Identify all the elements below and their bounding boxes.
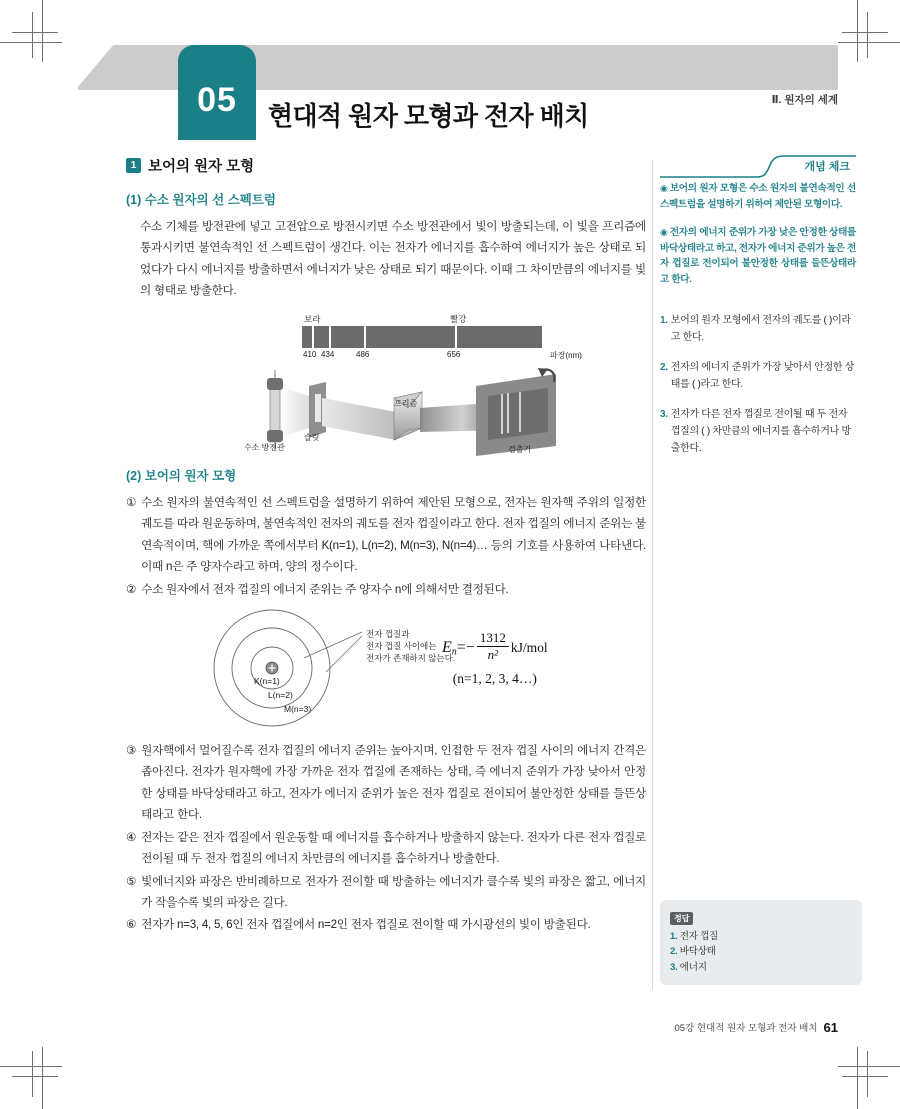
- crop-mark-bottom-left-h: [0, 1066, 62, 1067]
- question-number: 3.: [660, 409, 668, 421]
- question-number: 1.: [660, 315, 668, 327]
- spectrum-bar-group: [302, 313, 582, 360]
- crop-mark-bottom-left-v: [42, 1047, 43, 1109]
- formula-fraction: [477, 630, 509, 664]
- spectrum-tick-3: 656: [447, 349, 461, 359]
- answer-text: 에너지: [679, 961, 707, 973]
- unit-number-tab: [178, 45, 256, 140]
- list-text: 전자가 n=3, 4, 5, 6인 전자 껍질에서 n=2인 전자 껍질로 전이할 때 가시광선의 빛이 방출된다.: [141, 918, 591, 932]
- unit-number: 05: [197, 81, 237, 119]
- bohr-orbit-diagram: [176, 606, 476, 734]
- spectrum-line-656: [455, 326, 457, 348]
- crop-mark-bottom-right-inner-v: [867, 1051, 868, 1097]
- list-text: 수소 원자에서 전자 껍질의 에너지 준위는 주 양자수 n에 의해서만 결정된다.: [141, 582, 509, 596]
- answer-text: 전자 껍질: [679, 931, 719, 942]
- list-item: [126, 492, 646, 578]
- list-marker: ④: [126, 830, 137, 844]
- crop-mark-top-right-inner-h: [842, 32, 888, 33]
- energy-formula: [442, 630, 548, 688]
- apparatus-label-detector: 검출기: [508, 444, 532, 454]
- list-item: [126, 827, 646, 870]
- list-text: 전자는 같은 전자 껍질에서 원운동할 때 에너지를 흡수하거나 방출하지 않는다. 전자가 다른 전자 껍질로 전이될 때 두 전자 껍질의 에너지 차만큼의 에너지를 흡수하거나 방출한다.: [141, 830, 646, 866]
- sidebar: [660, 155, 856, 973]
- answer-row: [670, 929, 852, 944]
- answer-row: [670, 944, 852, 959]
- list-marker: ②: [126, 582, 137, 596]
- answer-row: [670, 960, 852, 975]
- chapter-label: Ⅱ. 원자의 세계: [771, 94, 838, 106]
- list-marker: ⑥: [126, 918, 137, 932]
- concept-check-label: 개념 체크: [804, 161, 850, 173]
- apparatus-label-prism: 프리즘: [394, 398, 418, 408]
- answer-number: 2.: [670, 946, 678, 958]
- section-heading-text: 보어의 원자 모형: [148, 159, 255, 175]
- subsection-heading-1: (1) 수소 원자의 선 스펙트럼: [126, 193, 276, 207]
- bohr-callout-line-3: 전자가 존재하지 않는다.: [366, 652, 456, 663]
- crop-mark-top-right-h: [838, 42, 900, 43]
- spectrum-label-violet: 보라: [304, 313, 321, 324]
- bohr-model-figure: [126, 606, 646, 734]
- crop-mark-top-right-inner-v: [867, 12, 868, 58]
- answer-number: 1.: [670, 931, 678, 942]
- formula-units: kJ/mol: [510, 640, 548, 655]
- page-number: 61: [823, 1020, 838, 1035]
- question-text: 전자의 에너지 준위가 가장 낮아서 안정한 상태를 ( )라고 한다.: [670, 362, 855, 391]
- list-item: [126, 740, 646, 826]
- formula-lhs-sub: n: [451, 646, 457, 658]
- sidebar-question: [660, 406, 856, 457]
- formula-equals: =−: [456, 639, 475, 656]
- formula-denominator: n²: [487, 647, 499, 663]
- sidebar-question: [660, 312, 856, 346]
- sidebar-question: [660, 359, 856, 393]
- footer-text: 05강 현대적 원자 모형과 전자 배치: [674, 1023, 818, 1034]
- list-text: 빛에너지와 파장은 반비례하므로 전자가 전이할 때 방출하는 에너지가 클수록 빛의 파장은 짧고, 에너지가 작을수록 빛의 파장은 길다.: [141, 874, 646, 909]
- answer-text: 바닥상태: [679, 946, 716, 958]
- question-number: 2.: [660, 362, 668, 374]
- spectrum-line-434: [329, 326, 331, 348]
- question-text: 보어의 원자 모형에서 전자의 궤도를 ( )이라고 한다.: [670, 315, 851, 344]
- crop-mark-bottom-right-inner-h: [842, 1076, 888, 1077]
- bohr-shell-label-k: K(n=1): [254, 675, 280, 686]
- crop-mark-top-left-inner-h: [12, 32, 58, 33]
- list-text: 원자핵에서 멀어질수록 전자 껍질의 에너지 준위는 높아지며, 인접한 두 전자 껍질 사이의 에너지 간격은 좁아진다. 전자가 원자핵에 가장 가까운 전자 껍질에 존재하는 상태, 즉 에너지 준위가 가장 낮아서 안정한 상태를 바닥상태라고 하고, 전자가 에너지 준위가 높은 전자 껍질로 전이되어 불안정한 상태를 들뜬상태라고 한다.: [141, 743, 646, 822]
- spectrum-label-red: 빨강: [450, 313, 467, 324]
- list-item: [126, 871, 646, 914]
- list-marker: ①: [126, 495, 137, 509]
- spectrum-unit-label: 파장(nm): [550, 350, 582, 360]
- page-title: 현대적 원자 모형과 전자 배치: [268, 101, 589, 131]
- bohr-callout-line-2: 전자 껍질 사이에는: [366, 640, 437, 651]
- crop-mark-bottom-left-inner-v: [32, 1051, 33, 1097]
- apparatus-label-discharge-tube: 수소 방전관: [244, 442, 285, 452]
- list-text: 수소 원자의 불연속적인 선 스펙트럼을 설명하기 위하여 제안된 모형으로, 전자는 원자핵 주위의 일정한 궤도를 따라 원운동하며, 불연속적인 전자의 궤도를 전자 껍질이라고 한다. 전자 껍질의 에너지 준위는 불연속적이며, 핵에 가까운 쪽에서부터 K(n=1), L(n=2), M(n=3), N(n=4)… 등의 기호를 사용하여 나타낸다. 이때 n은 주 양자수라고 하며, 양의 정수이다.: [141, 495, 646, 574]
- crop-mark-top-left-h: [0, 42, 62, 43]
- crop-mark-bottom-left-inner-h: [12, 1076, 58, 1077]
- list-item: [126, 579, 646, 600]
- column-divider: [652, 160, 653, 990]
- bohr-shell-label-l: L(n=2): [268, 689, 293, 700]
- formula-condition: (n=1, 2, 3, 4…): [452, 671, 537, 687]
- crop-mark-top-left-v: [42, 0, 43, 62]
- sidebar-note: [660, 181, 856, 212]
- list-marker: ⑤: [126, 874, 137, 888]
- spectrum-line-410: [312, 326, 314, 348]
- crop-mark-bottom-right-v: [857, 1047, 858, 1109]
- formula-numerator: 1312: [477, 630, 509, 647]
- page-footer: [674, 1020, 838, 1035]
- bohr-callout-line-1: 전자 껍질과: [366, 628, 410, 639]
- answer-box: [660, 900, 862, 985]
- sidebar-note-text: 전자의 에너지 준위가 가장 낮은 안정한 상태를 바닥상태라고 하고, 전자가 에너지 준위가 높은 전자 껍질로 전이되어 불안정한 상태를 들뜬상태라고 한다.: [660, 227, 856, 285]
- question-text: 전자가 다른 전자 껍질로 전이될 때 두 전자 껍질의 ( ) 차만큼의 에너지를 흡수하거나 방출한다.: [670, 409, 851, 455]
- spectrum-tick-0: 410: [303, 349, 317, 359]
- bullet-icon: ◉: [660, 183, 668, 193]
- formula-lhs: E: [442, 639, 452, 656]
- concept-check-tab: [660, 155, 856, 181]
- bullet-icon: ◉: [660, 227, 668, 238]
- spectrum-line-486: [364, 326, 366, 348]
- section-badge: 1: [126, 158, 141, 173]
- crop-mark-top-right-v: [857, 0, 858, 62]
- spectrum-tick-1: 434: [321, 349, 335, 359]
- main-column: [126, 155, 646, 937]
- spectrum-figure: [126, 312, 646, 460]
- subsection-1-paragraph: 수소 기체를 방전관에 넣고 고전압으로 방전시키면 수소 방전관에서 빛이 방출되는데, 이 빛을 프리즘에 통과시키면 불연속적인 선 스펙트럼이 생긴다. 이는 전자가 에너지를 흡수하여 에너지가 높은 상태로 되었다가 다시 에너지를 방출하면서 에너지가 낮은 상태로 되기 때문이다. 이때 그 차이만큼의 에너지를 빛의 형태로 방출한다.: [140, 220, 646, 298]
- spectrum-tick-2: 486: [356, 349, 370, 359]
- bohr-shell-label-m: M(n=3): [284, 703, 312, 714]
- list-marker: ③: [126, 743, 137, 757]
- answer-box-caption: 정답: [670, 912, 693, 925]
- sidebar-spacer: [660, 300, 856, 312]
- list-item: [126, 914, 646, 935]
- subsection-heading-2: (2) 보어의 원자 모형: [126, 468, 237, 483]
- answer-number: 3.: [670, 961, 678, 973]
- section-heading-1: [126, 155, 646, 176]
- apparatus-label-slit: 슬릿: [304, 432, 320, 442]
- sidebar-note: [660, 225, 856, 287]
- spectrum-bar: [302, 326, 542, 348]
- sidebar-note-text: 보어의 원자 모형은 수소 원자의 불연속적인 선 스펙트럼을 설명하기 위하여 제안된 모형이다.: [660, 183, 856, 210]
- crop-mark-top-left-inner-v: [32, 12, 33, 58]
- crop-mark-bottom-right-h: [838, 1066, 900, 1067]
